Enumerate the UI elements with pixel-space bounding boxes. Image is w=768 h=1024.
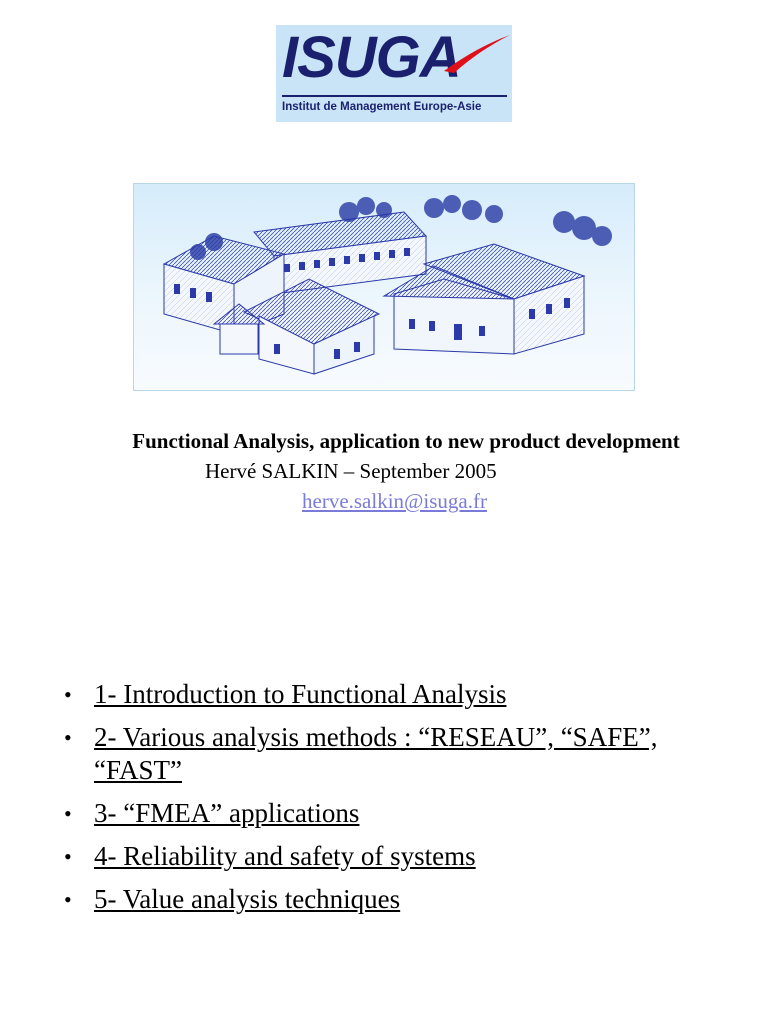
- outline-item-label[interactable]: 1- Introduction to Functional Analysis: [94, 679, 507, 709]
- outline-item-label[interactable]: 4- Reliability and safety of systems: [94, 841, 476, 871]
- outline-item-label[interactable]: 3- “FMEA” applications: [94, 798, 360, 828]
- bullet-icon: •: [64, 844, 72, 869]
- bullet-icon: •: [64, 801, 72, 826]
- outline-item[interactable]: [62, 840, 742, 873]
- outline-item[interactable]: [62, 797, 742, 830]
- logo-swoosh-icon: [276, 25, 512, 95]
- outline-item-label[interactable]: 2- Various analysis methods : “RESEAU”, “SAFE”, “FAST”: [94, 722, 658, 785]
- bullet-icon: •: [64, 887, 72, 912]
- author-line: Hervé SALKIN – September 2005: [205, 459, 497, 483]
- author-email-link[interactable]: herve.salkin@isuga.fr: [302, 489, 487, 513]
- isuga-logo: [276, 25, 512, 122]
- outline-item[interactable]: [62, 883, 742, 916]
- course-outline: [62, 678, 742, 926]
- logo-tagline: Institut de Management Europe-Asie: [282, 101, 482, 113]
- logo-divider: [282, 95, 507, 97]
- logo-wordmark: ISUGA: [282, 25, 461, 90]
- bullet-icon: •: [64, 682, 72, 707]
- campus-illustration: [133, 183, 635, 391]
- bullet-icon: •: [64, 725, 72, 750]
- presentation-title: Functional Analysis, application to new product development: [132, 429, 680, 453]
- campus-buildings-image: [134, 184, 634, 390]
- outline-item[interactable]: [62, 721, 742, 787]
- outline-item-label[interactable]: 5- Value analysis techniques: [94, 884, 401, 914]
- outline-item[interactable]: [62, 678, 742, 711]
